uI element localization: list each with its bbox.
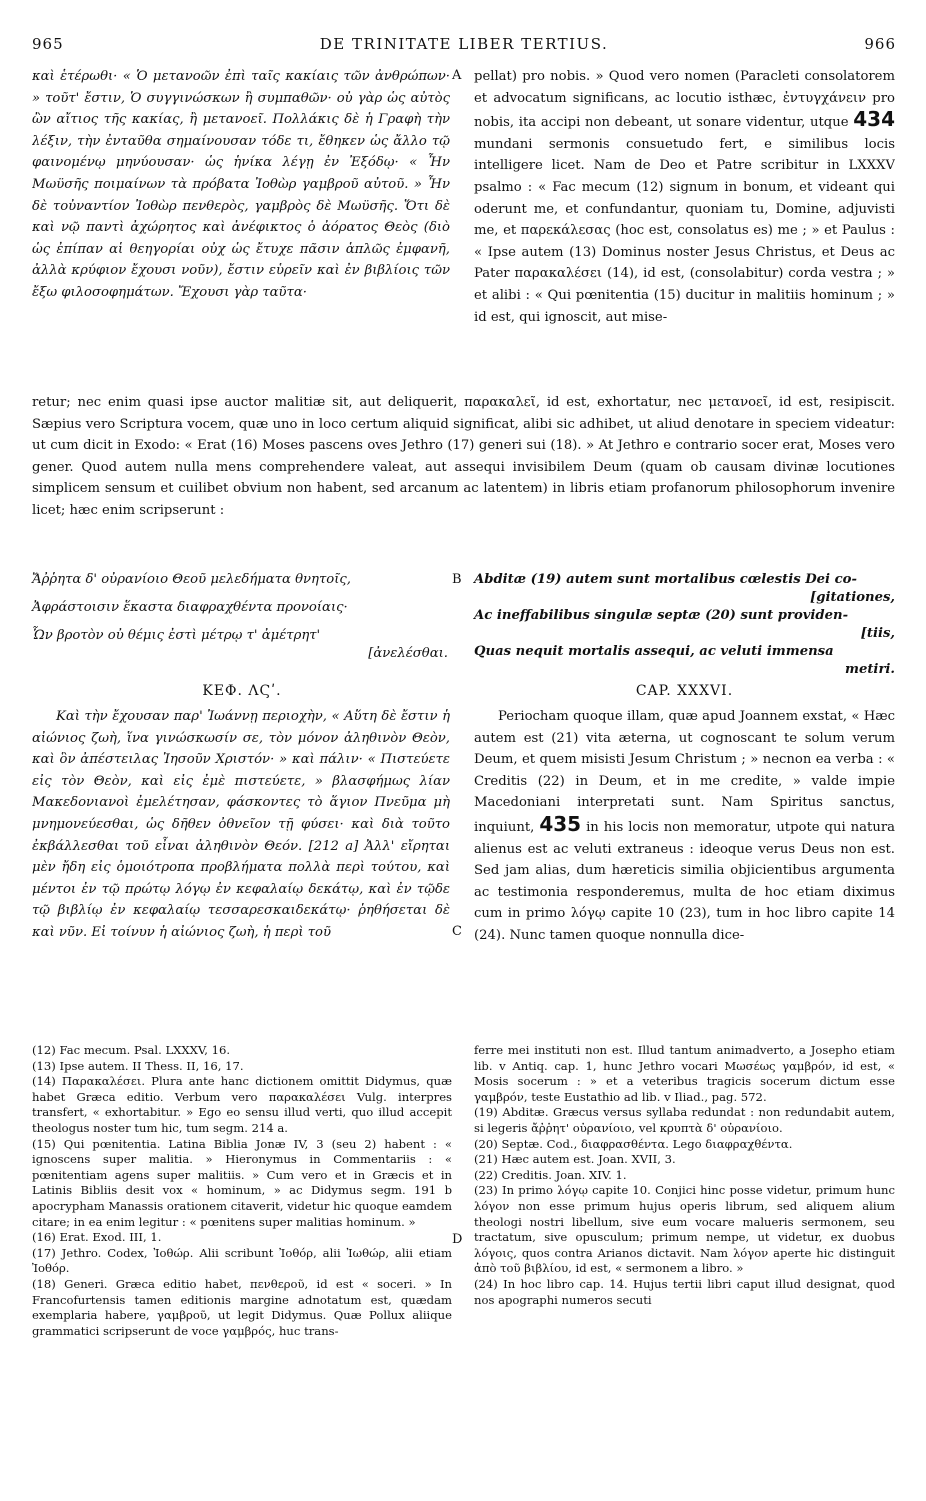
- latin-column-top: [474, 66, 895, 390]
- latin-verse-line-2: [gitationes,: [810, 590, 895, 605]
- full-width-paragraph: [32, 392, 895, 566]
- latin-text-top-b: mundani sermonis consuetudo fert, e similibus locis intelligere licet. Nam de Deo et Patre scribitur in LXXXV psalmo : « Fac mecum (12) signum in bonum, et videant qui oderunt me, et confundantur, quoniam tu, Domine, adjuvisti me, et παρεκάλεσας (hoc est, consolatus es) me ; » et Paulus : « Ipse autem (13) Dominus noster Jesus Christus, et Deus ac Pater παρακαλέσει (14), id est, (consolabitur) corda vestra ; » et alibi : « Qui pœnitentia (15) ducitur in malitiis hominum ; » id est, qui ignoscit, aut mise-: [474, 136, 895, 325]
- footnote: ferre mei instituti non est. Illud tantum animadverto, a Josepho etiam lib. v Antiq. cap. 1, hunc Jethro vocari Μωσέως γαμβρόν, id est, « Mosis socerum : » et a veteribus tragicis socerum dictum esse γαμβρόν, teste Eustathio ad lib. v Iliad., pag. 572.: [474, 1043, 895, 1104]
- footnote: (22) Creditis. Joan. XIV. 1.: [474, 1167, 627, 1182]
- greek-verse-line-4: [ἀνελέσθαι.: [368, 646, 448, 661]
- greek-verse-line-2: Ἀφράστοισιν ἕκαστα διαφραχθέντα προνοίαις·: [32, 600, 348, 615]
- latin-column-mid: [474, 706, 895, 1026]
- latin-text-top-a: pellat) pro nobis. » Quod vero nomen (Paracleti consolatorem et advocatum significans, ac locutio isthæc, ἐντυγχάνειν pro nobis, ita accipi non debeant, ut sonare videntur, utque: [474, 69, 895, 131]
- footnote: (19) Abditæ. Græcus versus syllaba redundat : non redundabit autem, si legeris ἄῤῥητ' οὐρανίοιο, vel κρυπτὰ δ' οὐρανίοιο.: [474, 1105, 895, 1135]
- greek-verse: [32, 570, 452, 664]
- greek-paragraph-top: καὶ ἑτέρωθι· « Ὁ μετανοῶν ἐπὶ ταῖς κακίαις τῶν ἀνθρώπων· » τοῦτ' ἔστιν, Ὁ συγγινώσκων ἢ συμπαθῶν· οὐ γὰρ ὡς αὐτὸς ὢν αἴτιος τῆς κακίας, ἢ μετανοεῖ. Πολλάκις δὲ ἡ Γραφὴ τὴν λέξιν, τὴν ἐνταῦθα σημαίνουσαν τόδε τι, ἔθηκεν ὡς ἄλλο τῷ φαινομένῳ μηνύουσαν· ὡς ἡνίκα λέγῃ ἐν Ἐξόδῳ· « Ἦν Μωϋσῆς ποιμαίνων τὰ πρόβατα Ἰοθὼρ γαμβροῦ αὐτοῦ. » Ἦν δὲ τοὐναντίον Ἰοθὼρ πενθερὸς, γαμβρὸς δὲ Μωϋσῆς. Ὅτι δὲ καὶ νῷ παντὶ ἀχώρητος καὶ ἀνέφικτος ὁ ἀόρατος Θεὸς (διὸ ὡς ἐπίπαν αἱ θεηγορίαι οὐχ ὡς ἔτυχε πᾶσιν ἁπλῶς ἐμφανῆ, ἀλλὰ κρύφιον ἔχουσι νοῦν), ἔστιν εὑρεῖν καὶ ἐν βιβλίοις τῶν ἔξω φιλοσοφημάτων. Ἔχουσι γὰρ ταῦτα·: [32, 69, 450, 300]
- full-width-text: retur; nec enim quasi ipse auctor malitiæ sit, aut deliquerit, παρακαλεῖ, id est, exhortatur, nec μετανοεῖ, id est, resipiscit. Sæpius vero Scriptura vocem, quæ uno in loco certum aliquid significat, alibi sic adhibet, ut aliud denotare in speciem videatur: ut cum dicit in Exodo: « Erat (16) Moses pascens oves Jethro (17) generi sui (18). » At Jethro e contrario socer erat, Moses vero gener. Quod autem nulla mens comprehendere valeat, aut assequi invisibilem Deum (quam ob causam divinæ locutiones simplicem sensum et cuilibet obvium non habent, sed arcanum ac latentem) in libris etiam profanorum philosophorum invenire licet; hæc enim scripserunt :: [32, 395, 895, 518]
- greek-verse-line-3: Ὧν βροτὸν οὐ θέμις ἐστὶ μέτρῳ τ' ἀμέτρητ': [32, 628, 321, 643]
- footnote: (20) Septæ. Cod., διαφρασθέντα. Lego διαφραχθέντα.: [474, 1136, 793, 1151]
- latin-verse-line-5: Quas nequit mortalis assequi, ac veluti immensa: [474, 644, 834, 659]
- footnote: (14) Παρακαλέσει. Plura ante hanc dictionem omittit Didymus, quæ habet Græca editio. Verbum vero παρακαλέσει Vulg. interpres transfert, « exhortabitur. » Ego eo sensu illud verti, quo illud accepit theologus noster tum hic, tum segm. 214 a.: [32, 1074, 452, 1135]
- footnote: (18) Generi. Græca editio habet, πενθεροῦ, id est « soceri. » In Francofurtensis tamen editionis margine adnotatum est, quædam exemplaria habere, γαμβροῦ, ut legit Didymus. Quæ Pollux aliique grammatici scripserunt de voce γαμβρός, huc trans-: [32, 1276, 452, 1338]
- margin-letter-b: B: [452, 572, 462, 587]
- latin-paragraph-mid: [474, 706, 895, 947]
- footnote: (15) Qui pœnitentia. Latina Biblia Jonæ IV, 3 (seu 2) habent : « ignoscens super malitia. » Hieronymus in Commentariis : « pœnitentiam agens super malitiis. » Cum vero et in Græcis et in Latinis Bibliis desit vox « hominum, » ac Didymus segm. 191 b apocrypham Manassis orationem citaverit, videtur hic quoque eamdem citare; in ea enim legitur : « pœnitens super malitias hominum. »: [32, 1136, 452, 1229]
- latin-text-mid-a: Periocham quoque illam, quæ apud Joannem exstat, « Hæc autem est (21) vita æterna, ut cognoscant te solum verum Deum, et quem misisti Jesum Christum ; » necnon ea verba : « Creditis (22) in Deum, et in me credite, » valde impie Macedoniani interpretati sunt. Nam Spiritus sanctus, inquiunt,: [474, 709, 895, 835]
- footnote: (21) Hæc autem est. Joan. XVII, 3.: [474, 1152, 676, 1167]
- left-page-number: 965: [32, 35, 64, 53]
- greek-column-mid: [32, 706, 450, 1026]
- footnote: (23) In primo λόγῳ capite 10. Conjici hinc posse videtur, primum hunc λόγον non esse primum hujus operis librum, sed aliquem alium theologi nostri libellum, sive eum vocare malueris sermonem, seu tractatum, sive opusculum; primum nempe, ut videtur, ex duobus λόγοις, quos contra Arianos dictavit. Nam λόγον aperte hic distinguit ἀπὸ τοῦ βιβλίου, id est, « sermonem a libro. »: [474, 1183, 895, 1276]
- footnotes-right: [474, 1043, 895, 1493]
- greek-paragraph-mid: Καὶ τὴν ἔχουσαν παρ' Ἰωάννῃ περιοχὴν, « Αὕτη δὲ ἔστιν ἡ αἰώνιος ζωὴ, ἵνα γινώσκωσίν σε, τὸν μόνον ἀληθινὸν Θεὸν, καὶ ὃν ἀπέστειλας Ἰησοῦν Χριστόν· » καὶ πάλιν· « Πιστεύετε εἰς τὸν Θεὸν, καὶ εἰς ἐμὲ πιστεύετε, » βλασφήμως λίαν Μακεδονιανοὶ ἐμελέτησαν, φάσκοντες τὸ ἅγιον Πνεῦμα μὴ μνημονεύεσθαι, ὡς δῆθεν ὀθνεῖον τῇ φύσει· καὶ διὰ τοῦτο ἐκβάλλεσθαι τοῦ εἶναι ἀληθινὸν Θεόν. [212 a] Ἀλλ' εἴρηται μὲν ἤδη εἰς ὁμοιότροπα προβλήματα πολλὰ περὶ τούτου, καὶ μέντοι ἐν τῷ πρώτῳ λόγῳ ἐν κεφαλαίῳ δεκάτῳ, καὶ ἐν τῷδε τῷ βιβλίῳ ἐν κεφαλαίῳ τεσσαρεσκαιδεκάτῳ· ῥηθήσεται δὲ καὶ νῦν. Εἰ τοίνυν ἡ αἰώνιος ζωὴ, ἡ περὶ τοῦ: [32, 709, 450, 940]
- greek-chapter-heading: ΚΕΦ. ΛϚʹ.: [202, 683, 282, 699]
- footnote: (12) Fac mecum. Psal. LXXXV, 16.: [32, 1043, 231, 1057]
- greek-column-top: [32, 66, 450, 390]
- running-header: [32, 35, 896, 57]
- footnote: (24) In hoc libro cap. 14. Hujus tertii libri caput illud designat, quod nos apographi numeros secuti: [474, 1276, 895, 1307]
- latin-verse-line-4: [tiis,: [860, 626, 895, 641]
- running-title: DE TRINITATE LIBER TERTIUS.: [319, 35, 609, 53]
- latin-chapter-heading: CAP. XXXVI.: [635, 683, 734, 699]
- footnote: (16) Erat. Exod. III, 1.: [32, 1230, 162, 1245]
- margin-letter-a: A: [452, 68, 462, 83]
- margin-letter-d: D: [452, 1232, 463, 1247]
- footnote: (17) Jethro. Codex, Ἰοθώρ. Alii scribunt Ἰοθόρ, alii Ἰωθώρ, alii etiam Ἰοθόρ.: [32, 1245, 452, 1276]
- footnote: (13) Ipse autem. II Thess. II, 16, 17.: [32, 1058, 244, 1073]
- greek-verse-line-1: Ἄῤῥητα δ' οὐρανίοιο Θεοῦ μελεδήματα θνητοῖς,: [32, 572, 351, 587]
- latin-verse-line-3: Ac ineffabilibus singulæ septæ (20) sunt providen-: [474, 608, 849, 623]
- latin-verse-line-6: metiri.: [845, 662, 895, 677]
- margin-number-435: 435: [539, 811, 582, 836]
- footnotes-left: [32, 1043, 452, 1493]
- latin-paragraph-top: [474, 66, 895, 328]
- latin-verse-line-1: Abditæ (19) autem sunt mortalibus cœlestis Dei co-: [474, 572, 857, 587]
- latin-text-mid-b: in his locis non memoratur, utpote qui natura alienus est ac veluti extraneus : ideoque verus Deus non est. Sed jam alias, dum hæreticis similia objicientibus argumenta ac testimonia responderemus, multa de hoc etiam diximus cum in primo λόγῳ capite 10 (23), tum in hoc libro capite 14 (24). Nunc tamen quoque nonnulla dice-: [474, 819, 895, 943]
- right-page-number: 966: [864, 35, 896, 53]
- latin-verse: [474, 570, 895, 680]
- margin-letter-c: C: [452, 924, 462, 939]
- margin-number-434: 434: [853, 107, 895, 132]
